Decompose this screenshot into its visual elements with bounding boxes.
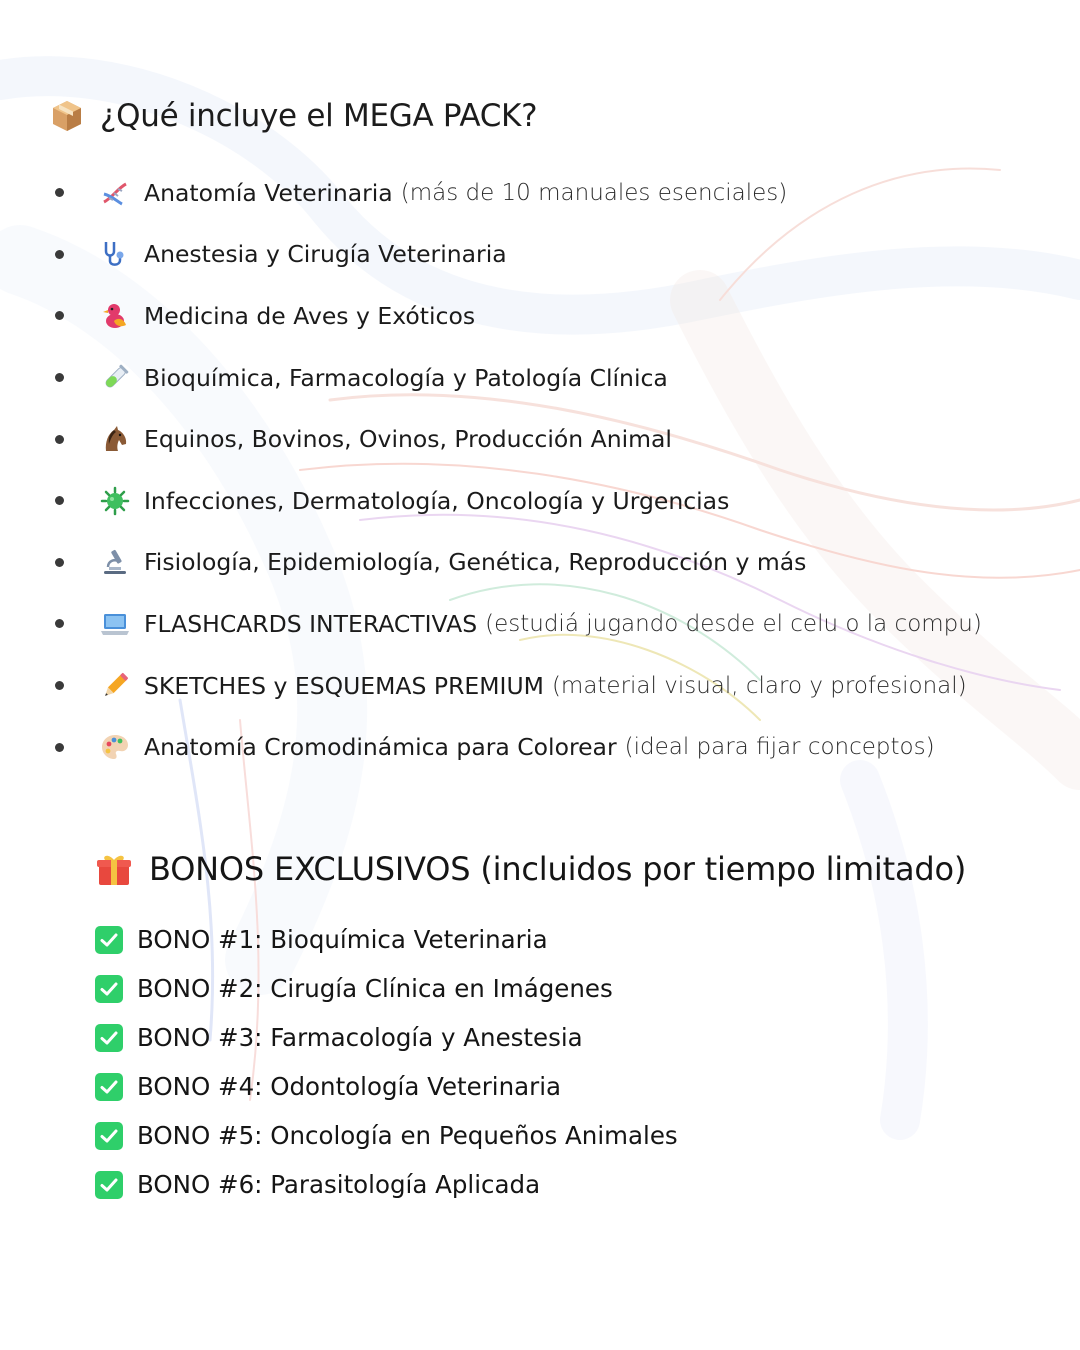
bullet — [55, 373, 64, 382]
check-mark-icon — [95, 1122, 123, 1150]
bullet — [55, 435, 64, 444]
bono-label: BONO #5: Oncología en Pequeños Animales — [137, 1121, 678, 1150]
bono-label: BONO #2: Cirugía Clínica en Imágenes — [137, 974, 613, 1003]
mega-pack-title — [50, 98, 537, 134]
item-main: Anestesia y Cirugía Veterinaria — [144, 240, 507, 269]
item-main: Fisiología, Epidemiología, Genética, Reproducción y más — [144, 548, 807, 577]
horse-icon — [100, 424, 130, 454]
list-item — [95, 1160, 678, 1209]
list-item — [95, 915, 678, 964]
item-main: Equinos, Bovinos, Ovinos, Producción Animal — [144, 425, 672, 454]
list-item — [55, 655, 1065, 717]
item-note: (material visual, claro y profesional) — [551, 672, 967, 699]
bono-label: BONO #4: Odontología Veterinaria — [137, 1072, 562, 1101]
list-item — [95, 1111, 678, 1160]
microbe-icon — [100, 486, 130, 516]
list-item — [55, 162, 1065, 224]
mega-pack-list — [55, 162, 1065, 778]
pencil-icon — [100, 671, 130, 701]
bullet — [55, 496, 64, 505]
item-main: Infecciones, Dermatología, Oncología y Urgencias — [144, 486, 730, 515]
microscope-icon — [100, 547, 130, 577]
laptop-icon — [100, 609, 130, 639]
check-mark-icon — [95, 1171, 123, 1199]
list-item — [95, 964, 678, 1013]
palette-icon — [100, 732, 130, 762]
bullet — [55, 250, 64, 259]
list-item — [55, 285, 1065, 347]
item-main: Medicina de Aves y Exóticos — [144, 301, 476, 330]
gift-icon — [95, 850, 133, 888]
bonos-title-text: BONOS EXCLUSIVOS (incluidos por tiempo limitado) — [149, 850, 967, 888]
dna-icon — [100, 178, 130, 208]
item-main: SKETCHES y ESQUEMAS PREMIUM — [144, 671, 544, 700]
bullet — [55, 188, 64, 197]
item-note: (estudiá jugando desde el celu o la compu) — [485, 610, 982, 637]
bono-label: BONO #3: Farmacología y Anestesia — [137, 1023, 583, 1052]
item-main: FLASHCARDS INTERACTIVAS — [144, 609, 478, 638]
bono-label: BONO #1: Bioquímica Veterinaria — [137, 925, 548, 954]
check-mark-icon — [95, 1073, 123, 1101]
item-main: Anatomía Veterinaria — [144, 178, 393, 207]
bullet — [55, 619, 64, 628]
bonos-list — [95, 915, 678, 1209]
list-item — [55, 224, 1065, 286]
test-tube-icon — [100, 363, 130, 393]
check-mark-icon — [95, 975, 123, 1003]
list-item — [95, 1013, 678, 1062]
bullet — [55, 558, 64, 567]
stethoscope-icon — [100, 239, 130, 269]
item-note: (ideal para fijar conceptos) — [624, 734, 935, 761]
list-item — [55, 347, 1065, 409]
bullet — [55, 311, 64, 320]
item-main: Anatomía Cromodinámica para Colorear — [144, 733, 617, 762]
bullet — [55, 743, 64, 752]
bono-label: BONO #6: Parasitología Aplicada — [137, 1170, 541, 1199]
list-item — [95, 1062, 678, 1111]
item-note: (más de 10 manuales esenciales) — [400, 179, 788, 206]
list-item — [55, 716, 1065, 778]
item-main: Bioquímica, Farmacología y Patología Clínica — [144, 363, 668, 392]
check-mark-icon — [95, 1024, 123, 1052]
check-mark-icon — [95, 926, 123, 954]
list-item — [55, 408, 1065, 470]
bullet — [55, 681, 64, 690]
bird-icon — [100, 301, 130, 331]
mega-pack-title-text: ¿Qué incluye el MEGA PACK? — [100, 98, 538, 134]
list-item — [55, 470, 1065, 532]
package-icon — [50, 99, 84, 133]
bonos-title — [95, 850, 966, 888]
list-item — [55, 593, 1065, 655]
list-item — [55, 532, 1065, 594]
